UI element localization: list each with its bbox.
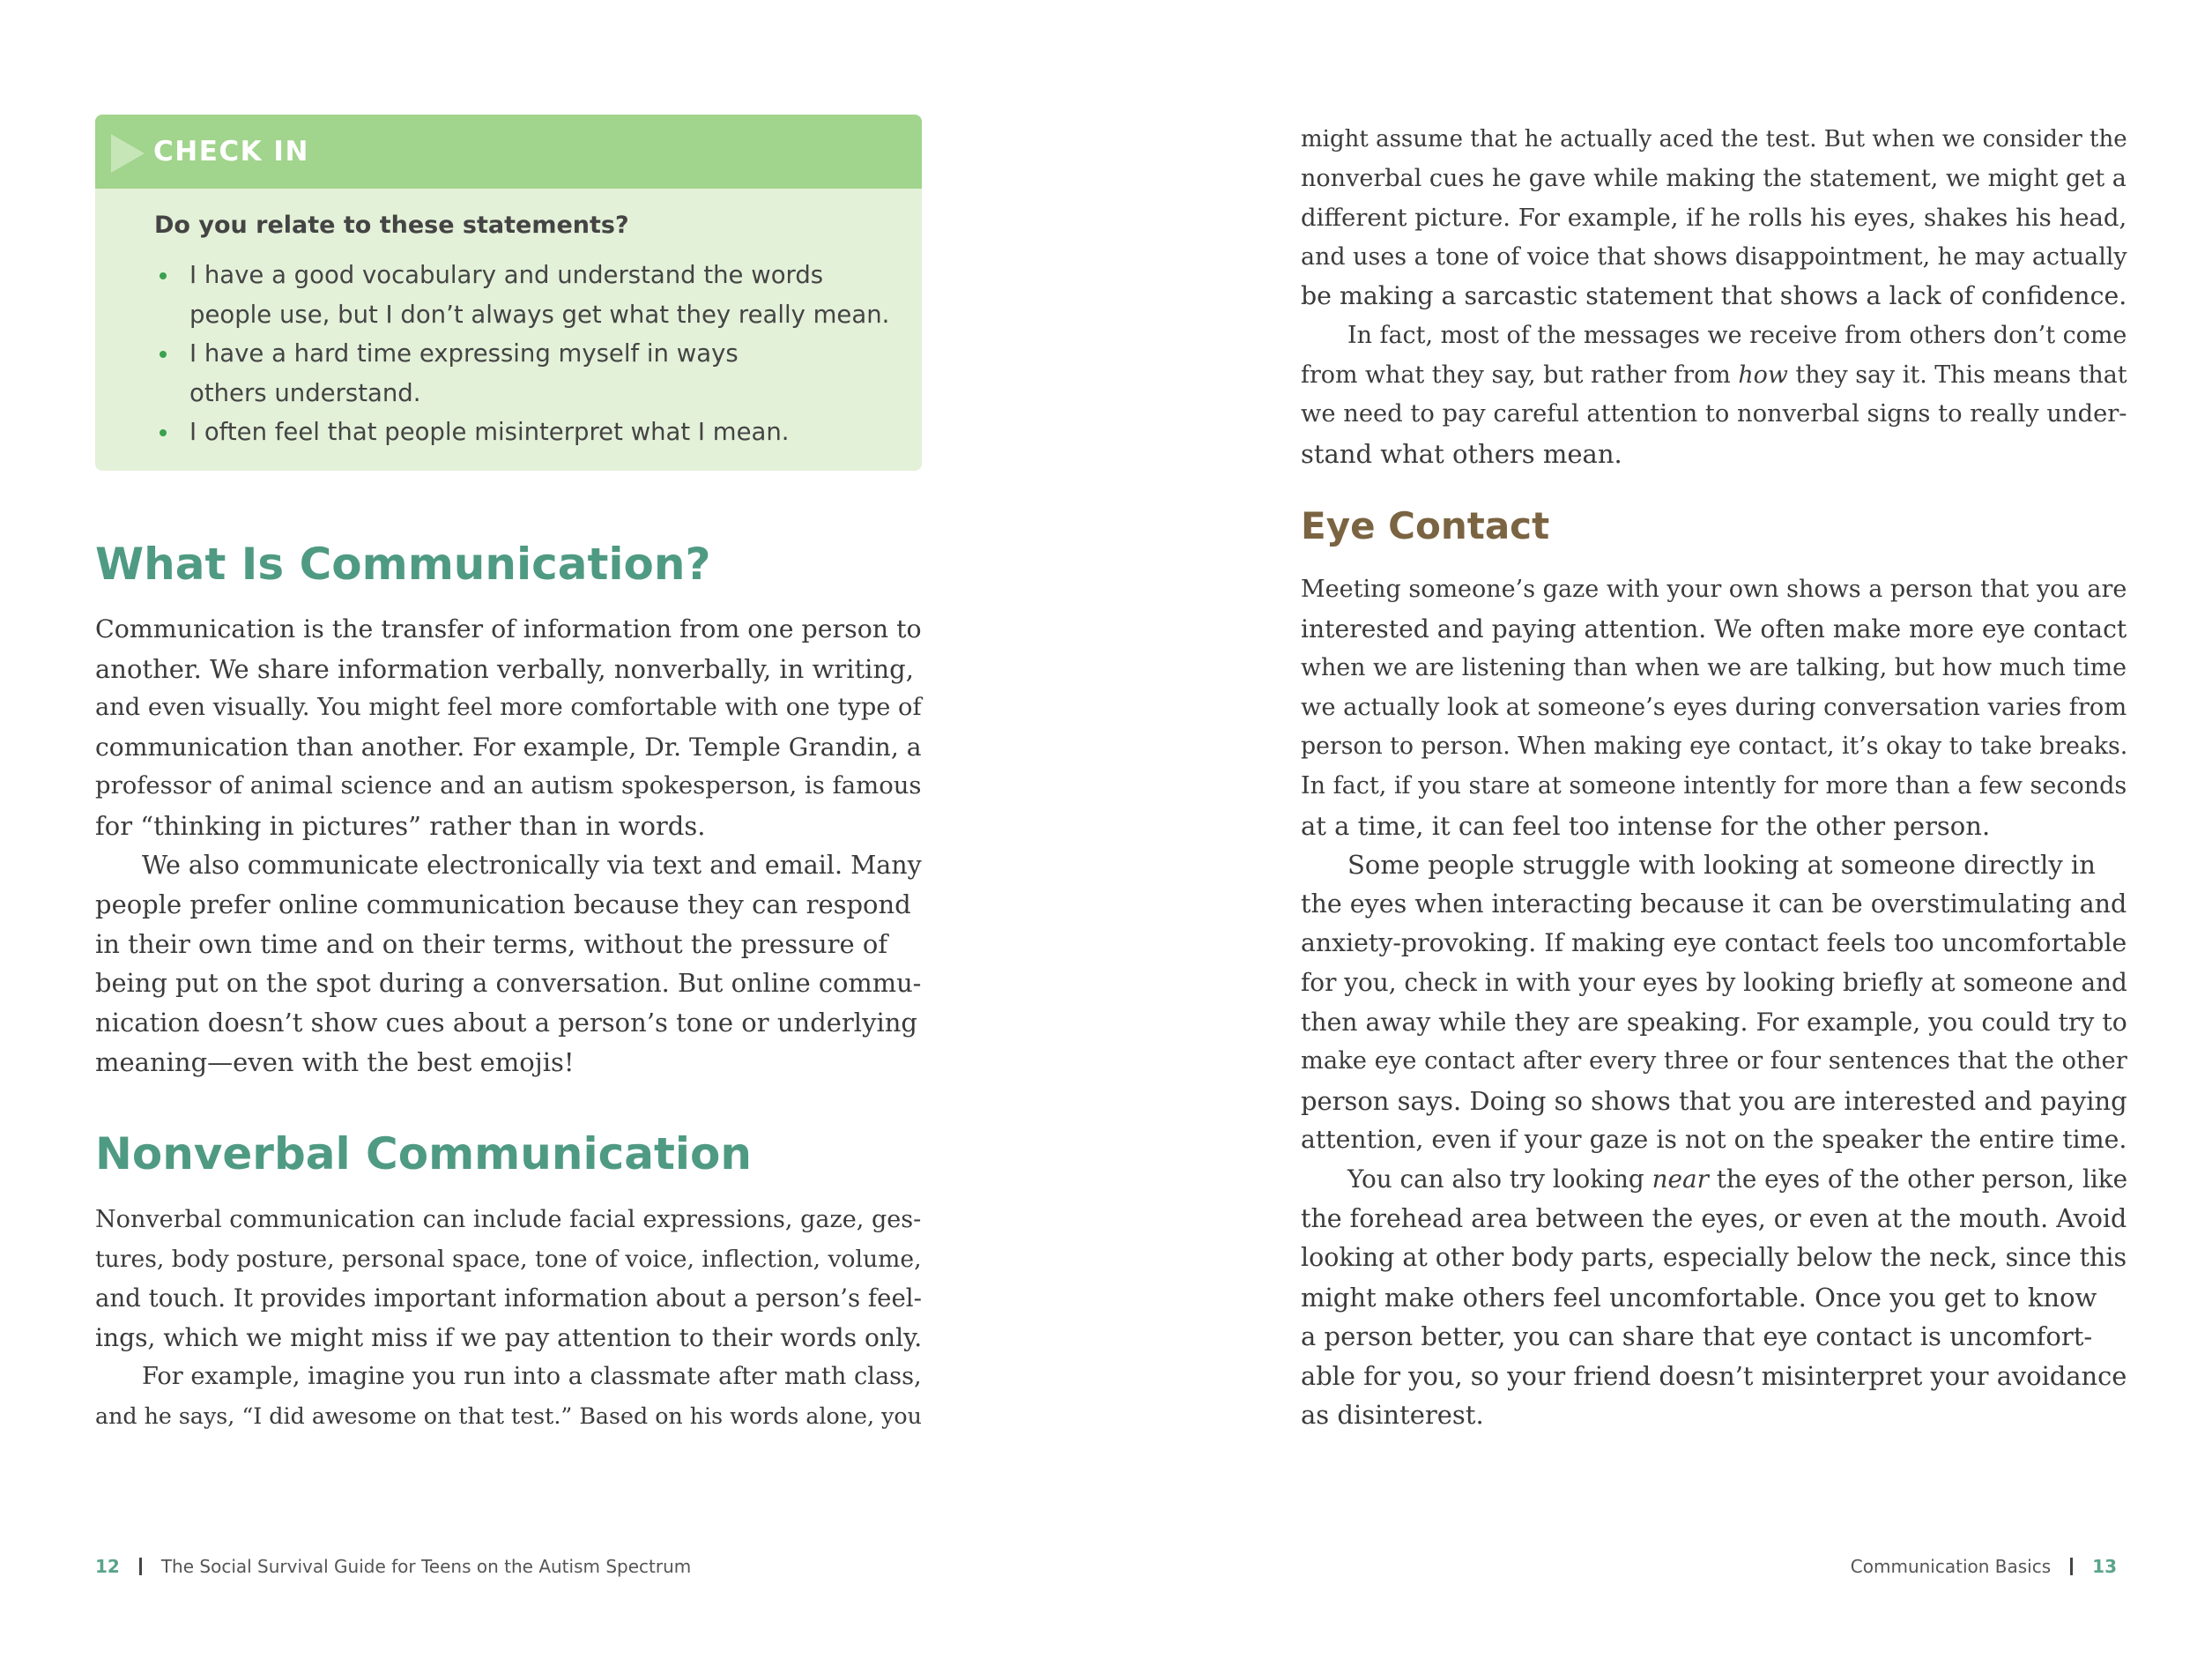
paragraph-nonverbal <box>95 1201 922 1437</box>
text-line: when we are listening than when we are talking, but how much time <box>1301 654 2127 682</box>
check-in-item <box>154 256 912 334</box>
text-line: as disinterest. <box>1301 1400 1484 1431</box>
text-line: we need to pay careful attention to nonverbal signs to really under- <box>1301 400 2127 428</box>
text-line: tures, body posture, personal space, tone of voice, inflection, volume, <box>95 1245 922 1273</box>
text-line: nonverbal cues he gave while making the statement, we might get a <box>1301 164 2127 192</box>
text-line: In fact, most of the messages we receive from others don’t come <box>1347 321 2127 349</box>
text-line: able for you, so your friend doesn’t misinterpret your avoidance <box>1301 1360 2127 1391</box>
emphasis-near: near <box>1652 1164 1709 1194</box>
text-line: and even visually. You might feel more comfortable with one type of <box>95 694 922 722</box>
paragraph-continuation <box>1301 120 2127 473</box>
text-line: communication than another. For example, Dr. Temple Grandin, a <box>95 732 922 762</box>
text-line: at a time, it can feel too intense for the other person. <box>1301 810 1991 841</box>
text-line: For example, imagine you run into a classmate after math class, <box>142 1363 922 1391</box>
text-line: ings, which we might miss if we pay attention to their words only. <box>95 1322 923 1352</box>
check-in-item-line: people use, but I don’t always get what they really mean. <box>189 300 890 329</box>
text-line: We also communicate electronically via text and email. Many <box>142 850 922 880</box>
text-line: in their own time and on their terms, without the pressure of <box>95 928 888 959</box>
text-line: Communication is the transfer of information from one person to <box>95 614 922 644</box>
check-in-title: CHECK IN <box>153 136 309 167</box>
check-in-list <box>154 256 912 452</box>
section-heading-nonverbal-communication: Nonverbal Communication <box>95 1128 752 1179</box>
footer-separator <box>2070 1558 2073 1575</box>
text-line: nication doesn’t show cues about a person’s tone or underlying <box>95 1007 917 1038</box>
paragraph-eye-contact <box>1301 570 2127 1435</box>
check-in-item-line: others understand. <box>189 378 421 407</box>
text-line: might make others feel uncomfortable. Once you get to know <box>1301 1282 2097 1313</box>
text-line <box>1301 356 2127 396</box>
text-line: In fact, if you stare at someone intently for more than a few seconds <box>1301 771 2127 800</box>
text-line: being put on the spot during a conversation. But online commu- <box>95 968 922 999</box>
text-line: stand what others mean. <box>1301 438 1622 469</box>
text-line: people prefer online communication because they can respond <box>95 889 911 920</box>
page-number: 13 <box>2092 1556 2117 1577</box>
text-line: Some people struggle with looking at someone directly in <box>1347 850 2096 881</box>
book-title: The Social Survival Guide for Teens on the Autism Spectrum <box>160 1556 692 1577</box>
text-line: for you, check in with your eyes by looking briefly at someone and <box>1301 967 2127 997</box>
right-footer <box>1851 1553 2117 1580</box>
check-in-item <box>154 334 912 413</box>
text-line: be making a sarcastic statement that shows a lack of confidence. <box>1301 281 2127 311</box>
text-line: and he says, “I did awesome on that test.” Based on his words alone, you <box>95 1402 922 1429</box>
check-in-item <box>154 413 912 452</box>
check-in-question: Do you relate to these statements? <box>154 212 629 239</box>
text-run: from what they say, but rather from <box>1301 361 1739 389</box>
text-line: meaning—even with the best emojis! <box>95 1046 575 1077</box>
left-footer <box>95 1553 691 1580</box>
text-run: they say it. This means that <box>1787 361 2127 389</box>
page-number: 12 <box>95 1556 120 1577</box>
text-line: make eye contact after every three or four sentences that the other <box>1301 1047 2127 1075</box>
right-page <box>1106 0 2212 1659</box>
text-line: and touch. It provides important information about a person’s feel- <box>95 1283 922 1313</box>
text-line: might assume that he actually aced the test. But when we consider the <box>1301 126 2127 153</box>
check-in-item-line: I have a hard time expressing myself in ways <box>189 339 739 368</box>
paragraph-communication-definition <box>95 610 922 1082</box>
text-run: the eyes of the other person, like <box>1708 1164 2128 1194</box>
text-line: Nonverbal communication can include facial expressions, gaze, ges- <box>95 1206 922 1233</box>
chapter-title: Communication Basics <box>1850 1556 2052 1577</box>
check-in-item-line: I have a good vocabulary and understand the words <box>189 261 824 289</box>
text-line: for “thinking in pictures” rather than in words. <box>95 810 706 841</box>
footer-separator <box>139 1558 142 1575</box>
text-line: person to person. When making eye contact, it’s okay to take breaks. <box>1301 733 2128 761</box>
text-line: person says. Doing so shows that you are interested and paying <box>1301 1085 2127 1116</box>
text-line: another. We share information verbally, nonverbally, in writing, <box>95 653 914 684</box>
text-line: we actually look at someone’s eyes during conversation varies from <box>1301 693 2127 721</box>
section-heading-what-is-communication: What Is Communication? <box>95 539 711 590</box>
text-line: different picture. For example, if he rolls his eyes, shakes his head, <box>1301 204 2127 233</box>
check-in-item-line: I often feel that people misinterpret what I mean. <box>189 418 790 447</box>
section-heading-eye-contact: Eye Contact <box>1301 504 1550 547</box>
text-line: the forehead area between the eyes, or even at the mouth. Avoid <box>1301 1203 2127 1233</box>
text-line: interested and paying attention. We often make more eye contact <box>1301 614 2127 644</box>
text-line: Meeting someone’s gaze with your own shows a person that you are <box>1301 576 2127 603</box>
text-run: You can also try looking <box>1347 1164 1652 1194</box>
text-line <box>1301 1160 2127 1200</box>
play-triangle-icon <box>111 134 145 173</box>
check-in-box <box>95 115 922 471</box>
text-line: the eyes when interacting because it can be overstimulating and <box>1301 889 2127 919</box>
check-in-header <box>95 115 922 189</box>
text-line: a person better, you can share that eye contact is uncomfort- <box>1301 1321 2093 1352</box>
text-line: and uses a tone of voice that shows disappointment, he may actually <box>1301 242 2127 271</box>
text-line: then away while they are speaking. For example, you could try to <box>1301 1007 2127 1037</box>
text-line: anxiety-provoking. If making eye contact feels too uncomfortable <box>1301 928 2127 958</box>
text-line: attention, even if your gaze is not on the speaker the entire time. <box>1301 1125 2127 1155</box>
emphasis-how: how <box>1738 361 1788 389</box>
text-line: professor of animal science and an autism spokesperson, is famous <box>95 772 922 800</box>
text-line: looking at other body parts, especially below the neck, since this <box>1301 1243 2127 1273</box>
